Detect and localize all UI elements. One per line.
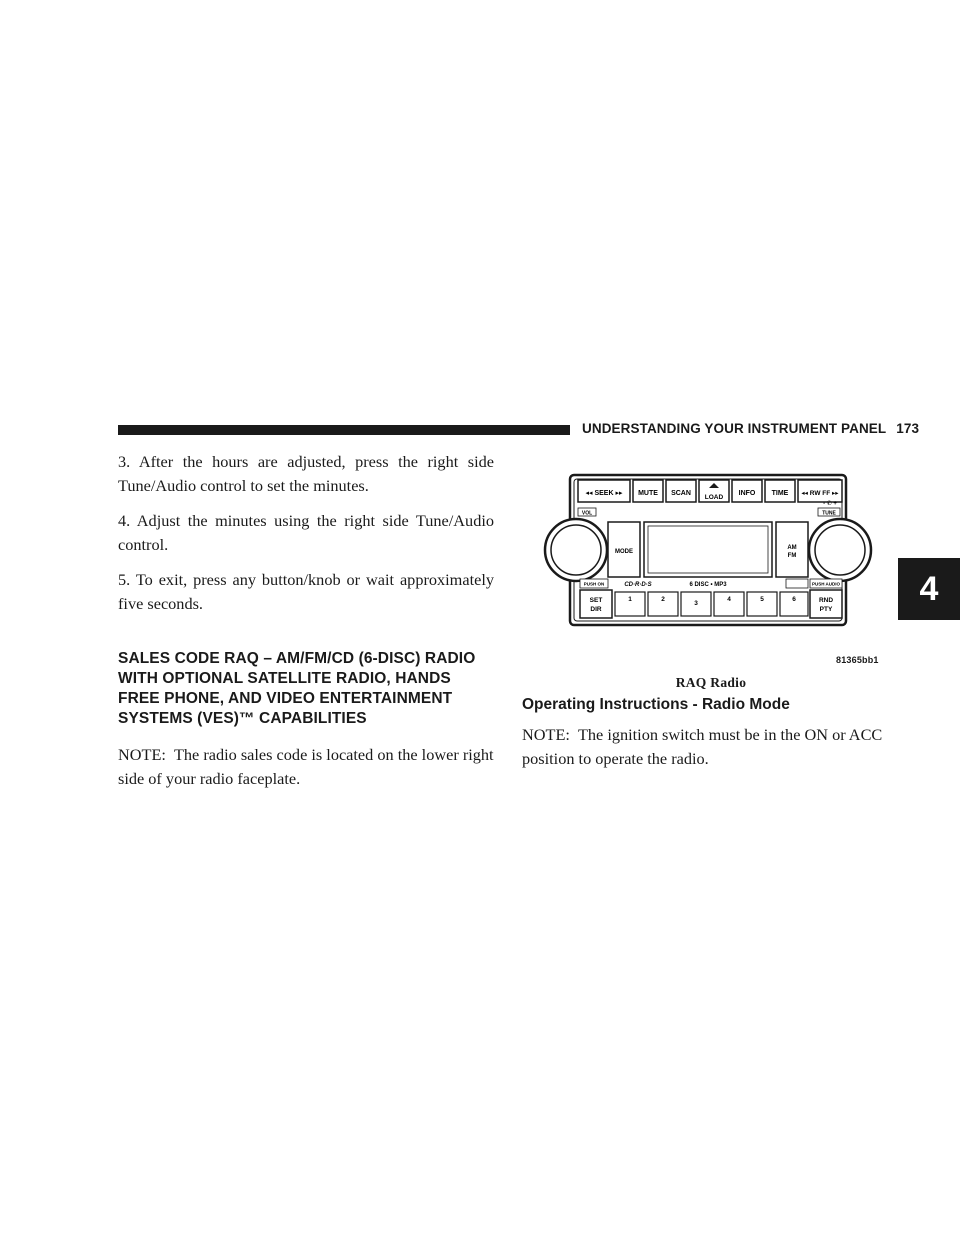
mode-label: MODE <box>615 549 633 555</box>
chapter-tab: 4 <box>898 558 960 620</box>
preset-6-label: 6 <box>792 596 796 603</box>
sales-code-note <box>118 743 494 791</box>
step-5: 5. To exit, press any button/knob or wait approximately five seconds. <box>118 570 494 613</box>
step-3: 3. After the hours are adjusted, press the right side Tune/Audio control to set the minutes. <box>118 452 494 495</box>
header-section-title: UNDERSTANDING YOUR INSTRUMENT PANEL <box>582 421 887 436</box>
seek-label: ◂◂ SEEK ▸▸ <box>585 490 623 497</box>
figure-caption: RAQ Radio <box>675 675 747 690</box>
section-heading: SALES CODE RAQ – AM/FM/CD (6-DISC) RADIO WITH OPTIONAL SATELLITE RADIO, HANDS FREE PHONE, AND VIDEO ENTERTAINMENT SYSTEMS (VES)™ CAPABILITIES <box>118 650 476 727</box>
note-text: The ignition switch must be in the ON or ACC position to operate the radio. <box>522 725 883 768</box>
set-label: SET <box>589 597 603 604</box>
left-column <box>118 450 494 802</box>
dir-label: DIR <box>590 606 602 613</box>
ignition-note <box>522 723 900 771</box>
card-slot-icon <box>786 579 808 588</box>
rw-ff-label: ◂◂ RW FF ▸▸ <box>801 490 839 497</box>
push-on-label: PUSH ON <box>583 581 605 587</box>
tune-knob-inner <box>815 525 865 575</box>
top-button-row <box>578 480 842 502</box>
info-label: INFO <box>738 490 756 497</box>
preset-2-label: 2 <box>661 596 665 603</box>
scan-label: SCAN <box>671 490 691 497</box>
preset-5-label: 5 <box>760 596 764 603</box>
volume-knob-inner <box>551 525 601 575</box>
pty-label: PTY <box>819 606 833 613</box>
radio-illustration <box>540 470 896 660</box>
mute-label: MUTE <box>638 490 658 497</box>
set-dir-button <box>580 590 612 618</box>
time-label: TIME <box>771 490 789 497</box>
cd-rds-logo: CD·R·D·S <box>624 582 652 588</box>
bottom-button-row <box>580 590 842 618</box>
phone-icon: - ✆ + <box>823 501 837 507</box>
right-column <box>522 695 900 782</box>
vol-label: VOL <box>581 510 593 517</box>
tune-label: TUNE <box>822 510 836 517</box>
header-rule <box>118 425 570 435</box>
disc-mp3-label: 6 DISC • MP3 <box>689 582 727 588</box>
rnd-label: RND <box>818 597 834 604</box>
figure-id: 81365bb1 <box>836 655 879 665</box>
load-label: LOAD <box>704 494 724 501</box>
preset-3-label: 3 <box>694 600 698 607</box>
operating-instructions-heading: Operating Instructions - Radio Mode <box>522 696 790 713</box>
step-4: 4. Adjust the minutes using the right side Tune/Audio control. <box>118 511 494 554</box>
page-number: 173 <box>896 421 920 436</box>
note-label: NOTE: <box>118 745 166 764</box>
running-header <box>582 421 919 436</box>
preset-1-label: 1 <box>628 596 632 603</box>
note-text: The radio sales code is located on the lower right side of your radio faceplate. <box>118 745 494 788</box>
raq-radio-figure <box>540 470 896 660</box>
preset-4-label: 4 <box>727 596 731 603</box>
note-label: NOTE: <box>522 725 570 744</box>
fm-label: FM <box>787 553 797 559</box>
am-label: AM <box>787 545 797 551</box>
radio-display <box>644 522 772 577</box>
push-audio-label: PUSH AUDIO <box>811 581 841 587</box>
rnd-pty-button <box>810 590 842 618</box>
